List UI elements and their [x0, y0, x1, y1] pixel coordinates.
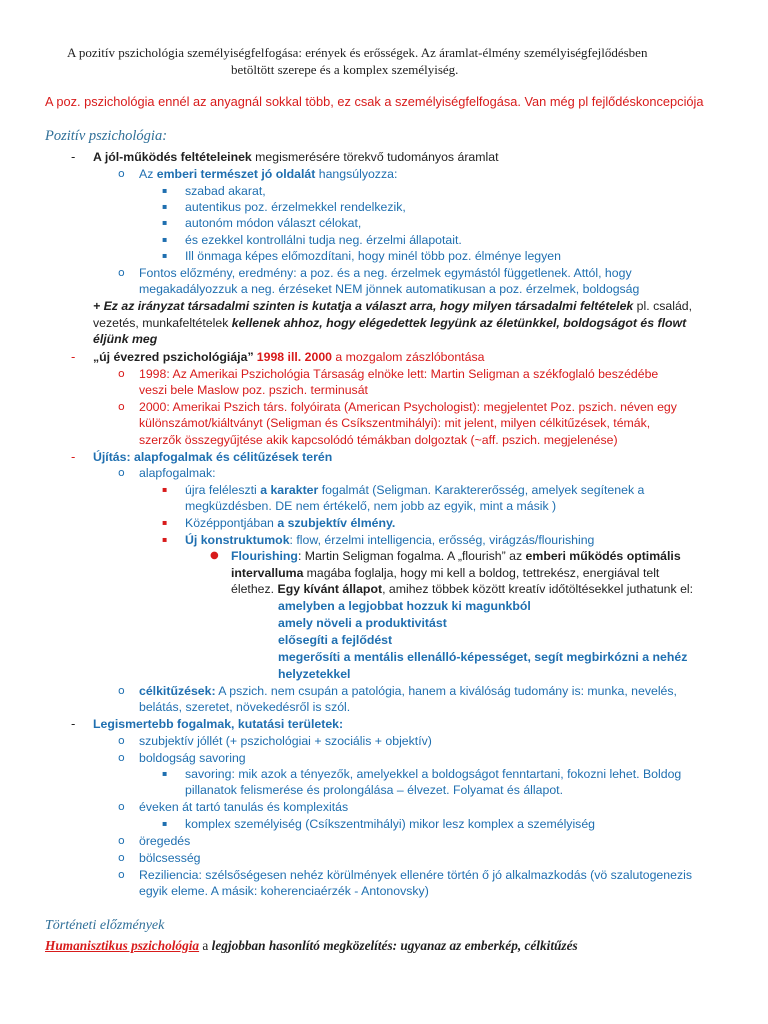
circle-bullet: o: [118, 367, 125, 380]
complex-personality-line: komplex személyiség (Csíkszentmihályi) mikor lesz komplex a személyiség: [185, 817, 596, 831]
resilience-line2: egyik eleme. A másik: koherenciaérzék - Antonovsky): [139, 884, 429, 898]
dash-bullet: -: [71, 150, 76, 164]
flourishing-aspect: amely növeli a produktivitást: [278, 616, 447, 630]
humanistic-psychology-link[interactable]: Humanisztikus pszichológia: [45, 938, 200, 953]
circle-bullet: o: [118, 800, 125, 813]
circle-bullet: o: [118, 834, 125, 847]
savoring-line2: pillanatok felismerése és prolongálása – élvezet. Folyamat és állapot.: [185, 783, 563, 797]
square-bullet: ▪: [162, 251, 168, 260]
human-nature-line: Az emberi természet jó oldalát hangsúlyozza:: [139, 167, 398, 181]
apa-1998-line1: 1998: Az Amerikai Pszichológia Társaság elnöke lett: Martin Seligman a székfoglaló beszédébe: [139, 367, 659, 381]
square-bullet: ▪: [162, 202, 168, 211]
flourishing-line2: intervalluma magába foglalja, hogy mi kell a boldog, tettrekész, energiával telt: [231, 566, 660, 580]
dash-bullet: -: [71, 450, 76, 464]
round-bullet: ●: [210, 550, 219, 561]
dash-bullet: -: [71, 717, 76, 731]
scope-note: A poz. pszichológia ennél az anyagnál sokkal több, ez csak a személyiségfelfogása. Van még pl fejlődéskoncepciója: [45, 94, 704, 109]
square-bullet: ▪: [162, 186, 168, 195]
document-title-line1: A pozitív pszichológia személyiségfelfogása: erények és erősségek. Az áramlat-élmény személyiségfejlődésben: [67, 45, 648, 60]
square-bullet: ▪: [162, 518, 168, 527]
goals-line1: célkitűzések: A pszich. nem csupán a patológia, hanem a kiválóság tudomány is: munka, nevelés,: [139, 684, 677, 698]
section-heading-history: Történeti előzmények: [45, 918, 165, 933]
circle-bullet: o: [118, 851, 125, 864]
circle-bullet: o: [118, 266, 125, 279]
square-bullet: ▪: [162, 235, 168, 244]
social-conditions-line2: vezetés, munkafeltételek kellenek ahhoz, hogy elégedettek legyünk az életünkkel, boldogságot és flowt: [93, 316, 687, 330]
flourishing-aspect-cont: helyzetekkel: [278, 667, 351, 681]
innovation-heading: Újítás: alapfogalmak és célitűzések terén: [93, 450, 333, 464]
new-millennium-heading: „új évezred pszichológiája” 1998 ill. 2000 a mozgalom zászlóbontása: [93, 350, 485, 364]
trait-item: szabad akarat,: [185, 184, 266, 198]
flourishing-line3: élethez. Egy kívánt állapot, amihez többek között kreatív időtöltésekkel juthatunk el:: [231, 582, 694, 596]
trait-item: autonóm módon választ célokat,: [185, 216, 362, 230]
flourishing-aspect: elősegíti a fejlődést: [278, 633, 393, 647]
trait-item: és ezekkel kontrollálni tudja neg. érzelmi állapotait.: [185, 233, 462, 247]
research-item: éveken át tartó tanulás és komplexitás: [139, 800, 349, 814]
trait-item: autentikus poz. érzelmekkel rendelkezik,: [185, 200, 406, 214]
square-bullet: ▪: [162, 819, 168, 828]
square-bullet: ▪: [162, 485, 168, 494]
dash-bullet: -: [71, 350, 76, 364]
definition-bold: A jól-működés feltételeinek: [93, 150, 252, 164]
ap-2000-line2: különszámot/kiáltványt (Seligman és Csíkszentmihályi): mit jelent, milyen célkitűzések, témák,: [139, 416, 651, 430]
circle-bullet: o: [118, 751, 125, 764]
research-item: bölcsesség: [139, 851, 201, 865]
square-bullet: ▪: [162, 535, 168, 544]
ap-2000-line3: szerzők összegyűjtése akik kapcsolódó témákban dolgoztak (~aff. pszich. megjelenése): [139, 433, 618, 447]
square-bullet: ▪: [162, 218, 168, 227]
character-line1: újra feléleszti a karakter fogalmát (Seligman. Karaktererősség, amelyek segítenek a: [185, 483, 645, 497]
apa-1998-line2: veszi bele Maslow poz. pszich. terminusát: [139, 383, 368, 397]
social-conditions-line3: éljünk meg: [93, 332, 158, 346]
flourishing-line1: Flourishing: Martin Seligman fogalma. A „flourish” az emberi működés optimális: [231, 549, 681, 563]
humanistic-line: Humanisztikus pszichológia a legjobban hasonlító megközelítés: ugyanaz az emberkép, célkitűzés: [45, 938, 578, 953]
emotions-independence-line1: Fontos előzmény, eredmény: a poz. és a neg. érzelmek egymástól függetlenek. Attól, hogy: [139, 266, 632, 280]
goals-line2: belátás, szeretet, növekedésről is szól.: [139, 700, 351, 714]
definition-rest: megismerésére törekvő tudományos áramlat: [251, 150, 499, 164]
definition-line: [93, 149, 499, 165]
flourishing-aspect: amelyben a legjobbat hozzuk ki magunkból: [278, 599, 531, 613]
circle-bullet: o: [118, 734, 125, 747]
emotions-independence-line2: megakadályozzuk a neg. érzéseket NEM jönnek automatikusan a poz. érzelmek, boldogság: [139, 282, 640, 296]
new-constructs-line: Új konstruktumok: flow, érzelmi intelligencia, erősség, virágzás/flourishing: [185, 533, 595, 547]
research-areas-heading: Legismertebb fogalmak, kutatási területek:: [93, 717, 344, 731]
savoring-line1: savoring: mik azok a tényezők, amelyekkel a boldogságot fenntartani, fokozni lehet. Boldog: [185, 767, 682, 781]
flourishing-aspect: megerősíti a mentális ellenálló-képességet, segít megbirkózni a nehéz: [278, 650, 688, 664]
document-title-line2: betöltött szerepe és a komplex személyiség.: [231, 62, 459, 77]
square-bullet: ▪: [162, 769, 168, 778]
circle-bullet: o: [118, 684, 125, 697]
circle-bullet: o: [118, 466, 125, 479]
ap-2000-line1: 2000: Amerikai Pszich társ. folyóirata (American Psychologist): megjelentet Poz. pszich. néven egy: [139, 400, 677, 414]
resilience-line1: Reziliencia: szélsőségesen nehéz körülmények ellenére történ ő jó alkalmazkodás (vö szalutogenezis: [139, 868, 692, 882]
subjective-experience-line: Középpontjában a szubjektív élmény.: [185, 516, 396, 530]
basic-concepts-label: alapfogalmak:: [139, 466, 216, 480]
character-line2: megküzdésben. DE nem értékelő, nem jobb az egyik, mint a másik ): [185, 499, 557, 513]
research-item: szubjektív jóllét (+ pszichológiai + szociális + objektív): [139, 734, 432, 748]
social-conditions-line1: + Ez az irányzat társadalmi szinten is kutatja a választ arra, hogy milyen társadalmi feltételek pl. család,: [93, 299, 693, 313]
circle-bullet: o: [118, 400, 125, 413]
research-item: öregedés: [139, 834, 191, 848]
human-nature-bold: emberi természet jó oldalát: [156, 167, 316, 181]
circle-bullet: o: [118, 167, 125, 180]
research-item: boldogság savoring: [139, 751, 246, 765]
section-heading-positive-psychology: Pozitív pszichológia:: [45, 128, 168, 144]
trait-item: Ill önmaga képes előmozdítani, hogy minél több poz. élménye legyen: [185, 249, 561, 263]
circle-bullet: o: [118, 868, 125, 881]
